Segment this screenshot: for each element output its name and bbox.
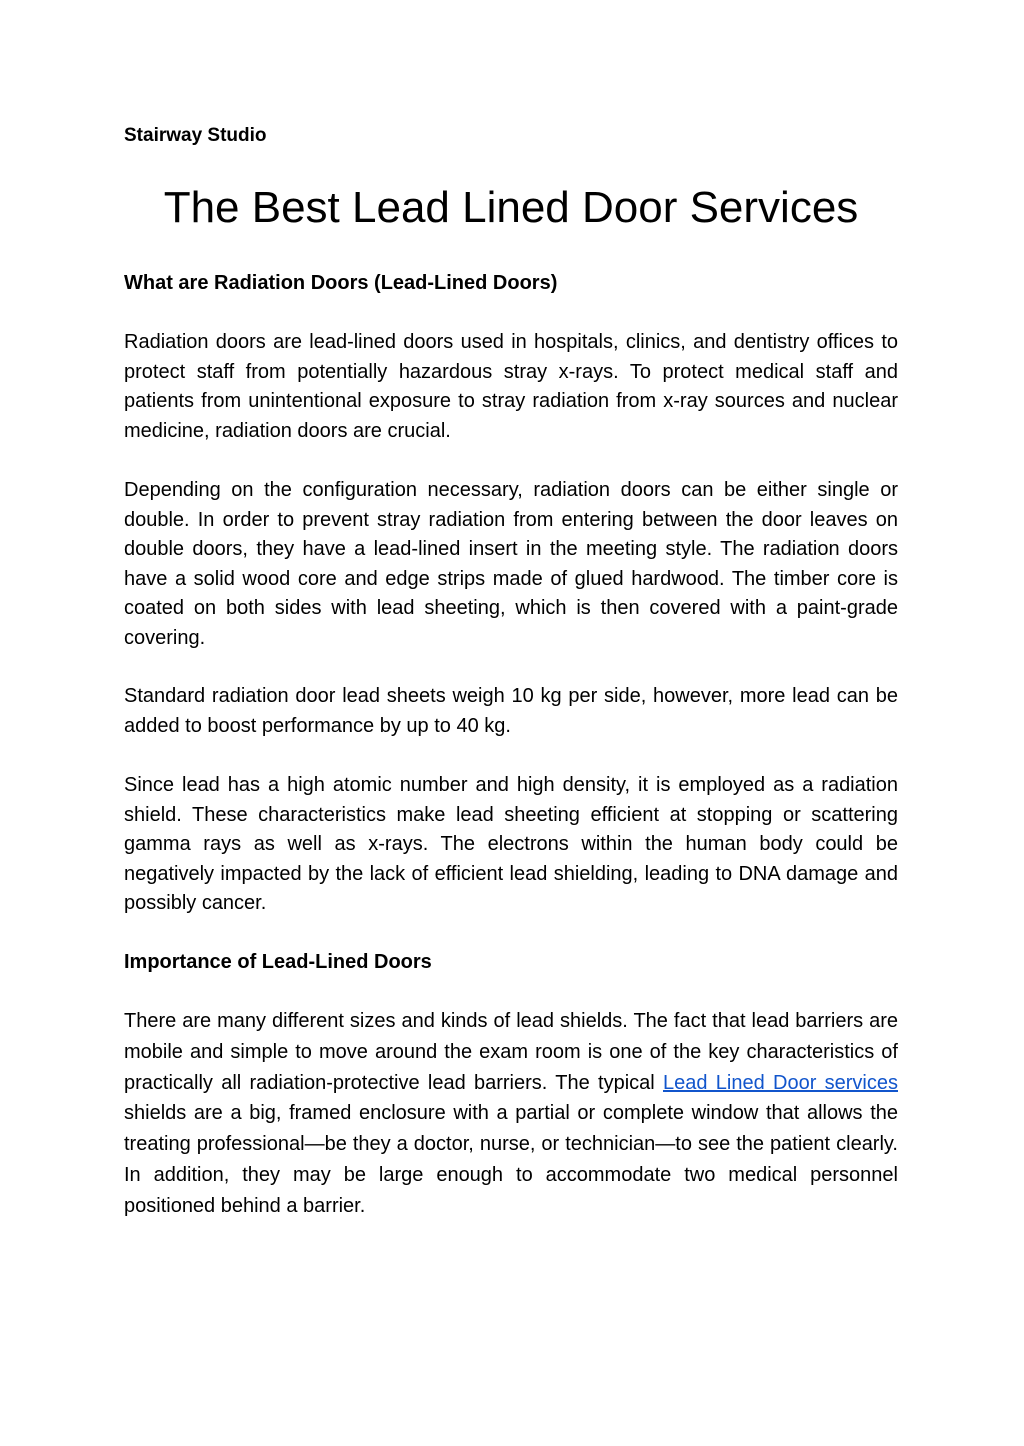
paragraph-lead-sheet-weight: Standard radiation door lead sheets weigh 10 kg per side, however, more lead can be added to boost performance by up to 40 kg.	[124, 685, 898, 737]
paragraph-text-before-link: There are many different sizes and kinds of lead shields. The fact that lead barriers are mobile and simple to move around the exam room is one of the key characteristics of practically all radiation-protective lead barriers. The typical	[124, 1010, 898, 1094]
paragraph-door-configuration: Depending on the configuration necessary, radiation doors can be either single or double. In order to prevent stray radiation from entering between the door leaves on double doors, they have a lead-lined insert in the meeting style. The radiation doors have a solid wood core and edge strips made of glued hardwood. The timber core is coated on both sides with lead sheeting, which is then covered with a paint-grade covering.	[124, 479, 898, 649]
organization-name: Stairway Studio	[124, 125, 267, 146]
paragraph-lead-barriers	[124, 1006, 898, 1222]
paragraph-text-after-link: shields are a big, framed enclosure with a partial or complete window that allows the treating professional—be they a doctor, nurse, or technician—to see the patient clearly. In addition, they may be large enough to accommodate two medical personnel positioned behind a barrier.	[124, 1102, 898, 1217]
paragraph-radiation-doors-intro: Radiation doors are lead-lined doors used in hospitals, clinics, and dentistry offices to protect staff from potentially hazardous stray x-rays. To protect medical staff and patients from unintentional exposure to stray radiation from x-ray sources and nuclear medicine, radiation doors are crucial.	[124, 331, 898, 442]
paragraph-lead-shielding: Since lead has a high atomic number and high density, it is employed as a radiation shield. These characteristics make lead sheeting efficient at stopping or scattering gamma rays as well as x-rays. The electrons within the human body could be negatively impacted by the lack of efficient lead shielding, leading to DNA damage and possibly cancer.	[124, 774, 898, 914]
section-heading-radiation-doors: What are Radiation Doors (Lead-Lined Doors)	[124, 272, 558, 294]
lead-lined-door-services-link[interactable]: Lead Lined Door services	[663, 1071, 898, 1094]
section-heading-importance: Importance of Lead-Lined Doors	[124, 951, 432, 973]
page-title: The Best Lead Lined Door Services	[163, 183, 859, 232]
